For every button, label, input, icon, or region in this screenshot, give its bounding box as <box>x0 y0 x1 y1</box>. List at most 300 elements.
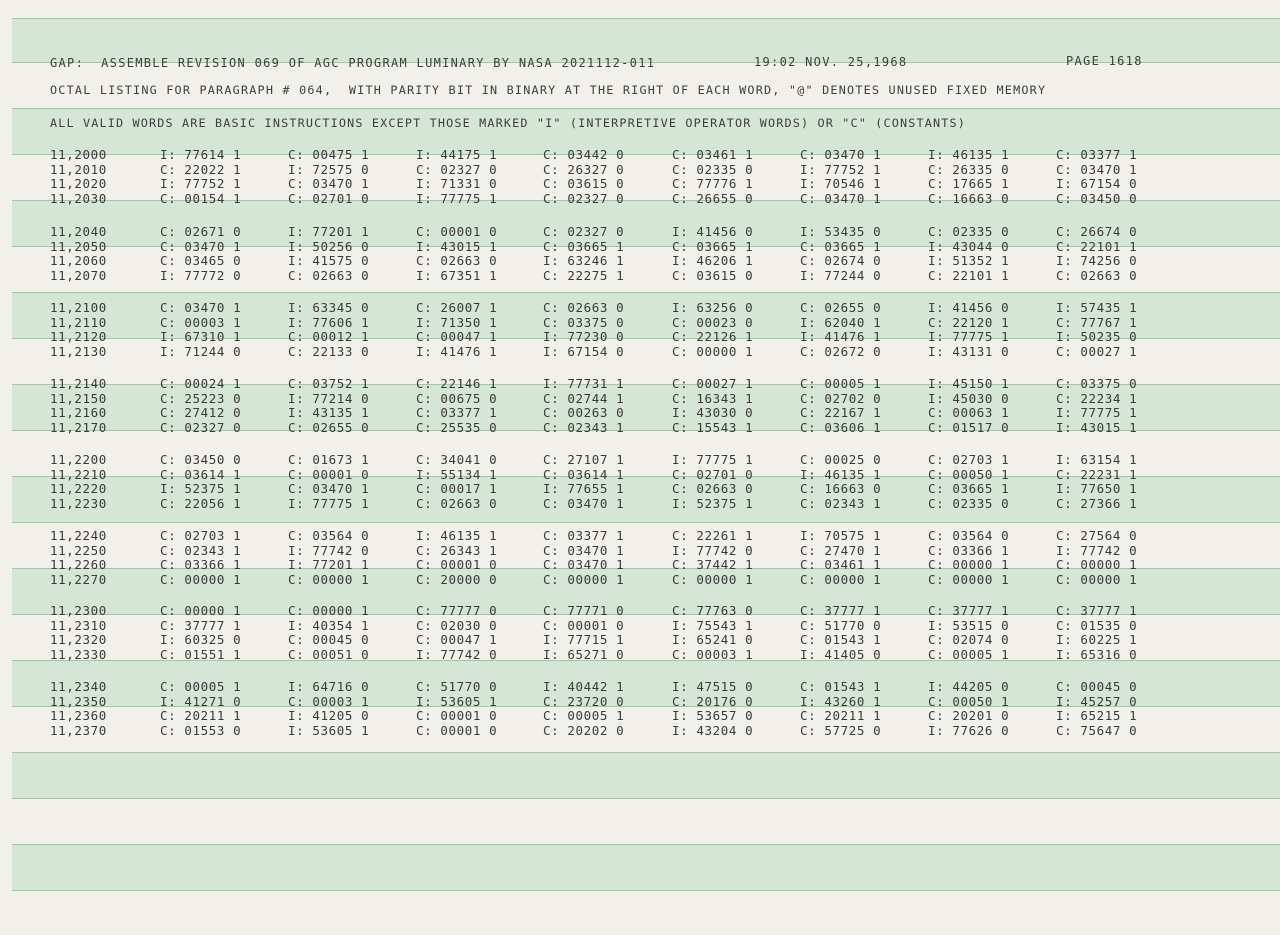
memory-word: I: 77742 0 <box>1056 542 1138 558</box>
memory-word: C: 00005 1 <box>543 708 625 724</box>
listing-row <box>0 723 1280 738</box>
memory-word: C: 01543 1 <box>800 632 882 648</box>
memory-word: C: 22101 1 <box>928 267 1010 283</box>
memory-word: C: 00000 1 <box>1056 557 1138 573</box>
memory-word: I: 77201 1 <box>288 224 370 239</box>
memory-word: I: 46206 1 <box>672 253 754 269</box>
listing-row <box>0 268 1280 283</box>
memory-word: C: 02702 0 <box>800 390 882 406</box>
memory-word: I: 41476 1 <box>416 343 498 359</box>
memory-word: I: 65241 0 <box>672 632 754 648</box>
memory-word: C: 00051 0 <box>288 646 370 662</box>
memory-word: C: 37777 1 <box>800 603 882 618</box>
row-address: 11,2060 <box>50 253 107 269</box>
greenbar-band <box>12 844 1280 890</box>
memory-word: C: 37777 1 <box>1056 603 1138 618</box>
memory-word: C: 03615 0 <box>672 267 754 283</box>
memory-word: C: 03366 1 <box>160 557 242 573</box>
memory-word: C: 77777 0 <box>416 603 498 618</box>
memory-word: I: 52375 1 <box>672 495 754 511</box>
memory-word: C: 27366 1 <box>1056 495 1138 511</box>
memory-word: I: 43204 0 <box>672 722 754 738</box>
rule-line <box>12 292 1280 293</box>
listing-row <box>0 679 1280 694</box>
memory-word: C: 03377 1 <box>1056 147 1138 162</box>
memory-word: C: 37777 1 <box>160 617 242 633</box>
row-address: 11,2050 <box>50 238 107 254</box>
memory-word: C: 03470 1 <box>288 176 370 192</box>
listing-row <box>0 603 1280 618</box>
memory-word: C: 26343 1 <box>416 542 498 558</box>
memory-word: I: 45150 1 <box>928 376 1010 391</box>
memory-word: I: 50256 0 <box>288 238 370 254</box>
memory-word: C: 00001 0 <box>288 466 370 482</box>
memory-word: I: 64716 0 <box>288 679 370 694</box>
memory-word: C: 23720 0 <box>543 693 625 709</box>
memory-word: C: 00063 1 <box>928 405 1010 421</box>
memory-word: C: 22056 1 <box>160 495 242 511</box>
memory-word: I: 43030 0 <box>672 405 754 421</box>
memory-word: I: 41456 0 <box>928 300 1010 315</box>
listing-row <box>0 405 1280 420</box>
memory-word: C: 01535 0 <box>1056 617 1138 633</box>
listing-row <box>0 147 1280 162</box>
memory-word: I: 77201 1 <box>288 557 370 573</box>
memory-word: C: 02327 0 <box>543 190 625 206</box>
listing-row <box>0 467 1280 482</box>
memory-word: C: 00050 1 <box>928 466 1010 482</box>
header-listing-description: OCTAL LISTING FOR PARAGRAPH # 064, WITH PARITY BIT IN BINARY AT THE RIGHT OF EACH WORD, "@" DENOTES UNUSED FIXED MEMORY <box>50 83 1047 97</box>
memory-word: C: 00675 0 <box>416 390 498 406</box>
memory-word: C: 22231 1 <box>1056 466 1138 482</box>
memory-word: I: 67351 1 <box>416 267 498 283</box>
header-page-number: PAGE 1618 <box>1066 54 1143 68</box>
memory-word: I: 77626 0 <box>928 722 1010 738</box>
memory-word: C: 00005 1 <box>160 679 242 694</box>
memory-word: C: 00003 1 <box>288 693 370 709</box>
rule-line <box>12 108 1280 109</box>
memory-word: C: 20211 1 <box>160 708 242 724</box>
memory-word: C: 00001 0 <box>543 617 625 633</box>
memory-word: I: 77775 1 <box>672 452 754 467</box>
memory-word: C: 00003 1 <box>672 646 754 662</box>
memory-word: C: 20211 1 <box>800 708 882 724</box>
memory-word: I: 63154 1 <box>1056 452 1138 467</box>
memory-word: C: 03564 0 <box>288 528 370 543</box>
memory-word: I: 77715 1 <box>543 632 625 648</box>
memory-word: C: 02744 1 <box>543 390 625 406</box>
memory-word: C: 25535 0 <box>416 419 498 435</box>
memory-word: I: 60325 0 <box>160 632 242 648</box>
memory-word: C: 00475 1 <box>288 147 370 162</box>
memory-word: C: 02663 0 <box>1056 267 1138 283</box>
memory-word: I: 71331 0 <box>416 176 498 192</box>
row-address: 11,2020 <box>50 176 107 192</box>
memory-word: C: 01543 1 <box>800 679 882 694</box>
memory-word: I: 41405 0 <box>800 646 882 662</box>
memory-word: C: 00000 1 <box>672 343 754 359</box>
memory-word: I: 77650 1 <box>1056 481 1138 497</box>
memory-word: C: 34041 0 <box>416 452 498 467</box>
memory-word: C: 01553 0 <box>160 722 242 738</box>
memory-word: C: 03564 0 <box>928 528 1010 543</box>
memory-word: C: 20202 0 <box>543 722 625 738</box>
memory-word: C: 02335 0 <box>928 495 1010 511</box>
memory-word: C: 03470 1 <box>543 557 625 573</box>
memory-word: I: 41575 0 <box>288 253 370 269</box>
listing-row <box>0 224 1280 239</box>
memory-word: C: 22261 1 <box>672 528 754 543</box>
memory-word: I: 50235 0 <box>1056 329 1138 345</box>
memory-word: I: 43015 1 <box>416 238 498 254</box>
memory-word: C: 25223 0 <box>160 390 242 406</box>
memory-word: C: 02663 0 <box>288 267 370 283</box>
memory-word: C: 01551 1 <box>160 646 242 662</box>
memory-word: I: 46135 1 <box>800 466 882 482</box>
memory-word: C: 03470 1 <box>160 300 242 315</box>
memory-word: I: 67154 0 <box>1056 176 1138 192</box>
memory-word: C: 22167 1 <box>800 405 882 421</box>
memory-word: C: 16663 0 <box>928 190 1010 206</box>
listing-row <box>0 557 1280 572</box>
memory-word: I: 44205 0 <box>928 679 1010 694</box>
memory-word: I: 77772 0 <box>160 267 242 283</box>
memory-word: I: 46135 1 <box>416 528 498 543</box>
memory-word: I: 63246 1 <box>543 253 625 269</box>
row-address: 11,2170 <box>50 419 107 435</box>
memory-word: C: 03470 1 <box>800 190 882 206</box>
memory-word: C: 16343 1 <box>672 390 754 406</box>
listing-row <box>0 708 1280 723</box>
memory-word: C: 00045 0 <box>1056 679 1138 694</box>
memory-word: C: 27107 1 <box>543 452 625 467</box>
memory-word: I: 43015 1 <box>1056 419 1138 435</box>
memory-word: C: 00005 1 <box>800 376 882 391</box>
memory-word: C: 26674 0 <box>1056 224 1138 239</box>
memory-word: C: 00000 1 <box>160 603 242 618</box>
memory-word: C: 00000 1 <box>928 571 1010 587</box>
memory-word: C: 03375 0 <box>1056 376 1138 391</box>
memory-word: C: 03665 1 <box>928 481 1010 497</box>
rule-line <box>12 798 1280 799</box>
listing-row <box>0 618 1280 633</box>
memory-word: C: 02030 0 <box>416 617 498 633</box>
listing-row <box>0 329 1280 344</box>
memory-word: C: 02672 0 <box>800 343 882 359</box>
listing-row <box>0 300 1280 315</box>
row-address: 11,2240 <box>50 528 107 543</box>
row-address: 11,2140 <box>50 376 107 391</box>
memory-word: I: 40442 1 <box>543 679 625 694</box>
memory-word: C: 02671 0 <box>160 224 242 239</box>
memory-word: C: 00001 0 <box>416 557 498 573</box>
memory-word: C: 02655 0 <box>288 419 370 435</box>
listing-row <box>0 239 1280 254</box>
memory-word: I: 63256 0 <box>672 300 754 315</box>
row-address: 11,2010 <box>50 161 107 177</box>
row-address: 11,2220 <box>50 481 107 497</box>
memory-word: I: 77742 0 <box>672 542 754 558</box>
memory-word: I: 77775 1 <box>288 495 370 511</box>
memory-word: C: 22022 1 <box>160 161 242 177</box>
row-address: 11,2320 <box>50 632 107 648</box>
memory-word: I: 77752 1 <box>800 161 882 177</box>
memory-word: I: 77655 1 <box>543 481 625 497</box>
row-address: 11,2340 <box>50 679 107 694</box>
memory-word: C: 26007 1 <box>416 300 498 315</box>
memory-word: I: 45030 0 <box>928 390 1010 406</box>
memory-word: I: 46135 1 <box>928 147 1010 162</box>
memory-word: I: 77731 1 <box>543 376 625 391</box>
memory-word: C: 22126 1 <box>672 329 754 345</box>
row-address: 11,2100 <box>50 300 107 315</box>
memory-word: C: 02701 0 <box>288 190 370 206</box>
memory-word: I: 77614 1 <box>160 147 242 162</box>
memory-word: C: 03470 1 <box>160 238 242 254</box>
memory-word: I: 65215 1 <box>1056 708 1138 724</box>
memory-word: C: 22101 1 <box>1056 238 1138 254</box>
memory-word: C: 77771 0 <box>543 603 625 618</box>
memory-word: I: 71350 1 <box>416 314 498 330</box>
memory-word: C: 03614 1 <box>160 466 242 482</box>
memory-word: C: 03461 1 <box>800 557 882 573</box>
header-title: GAP: ASSEMBLE REVISION 069 OF AGC PROGRAM LUMINARY BY NASA 2021112-011 <box>50 56 656 70</box>
memory-word: I: 53515 0 <box>928 617 1010 633</box>
memory-word: C: 00005 1 <box>928 646 1010 662</box>
memory-word: C: 77776 1 <box>672 176 754 192</box>
memory-word: I: 43135 1 <box>288 405 370 421</box>
memory-word: I: 77775 1 <box>928 329 1010 345</box>
memory-word: C: 00003 1 <box>160 314 242 330</box>
row-address: 11,2130 <box>50 343 107 359</box>
memory-word: C: 17665 1 <box>928 176 1010 192</box>
row-address: 11,2230 <box>50 495 107 511</box>
memory-word: C: 02327 0 <box>416 161 498 177</box>
memory-word: I: 41476 1 <box>800 329 882 345</box>
memory-word: C: 02327 0 <box>160 419 242 435</box>
memory-word: I: 77752 1 <box>160 176 242 192</box>
memory-word: I: 53605 1 <box>288 722 370 738</box>
memory-word: C: 01673 1 <box>288 452 370 467</box>
memory-word: C: 37777 1 <box>928 603 1010 618</box>
memory-word: C: 00024 1 <box>160 376 242 391</box>
listing-row <box>0 376 1280 391</box>
memory-word: C: 02703 1 <box>160 528 242 543</box>
memory-word: C: 03606 1 <box>800 419 882 435</box>
memory-word: C: 01517 0 <box>928 419 1010 435</box>
listing-row <box>0 481 1280 496</box>
listing-row <box>0 632 1280 647</box>
memory-word: C: 15543 1 <box>672 419 754 435</box>
memory-word: C: 75647 0 <box>1056 722 1138 738</box>
memory-word: I: 77230 0 <box>543 329 625 345</box>
memory-word: C: 26327 0 <box>543 161 625 177</box>
memory-word: C: 02335 0 <box>928 224 1010 239</box>
memory-word: C: 03366 1 <box>928 542 1010 558</box>
memory-word: I: 43044 0 <box>928 238 1010 254</box>
memory-word: C: 22133 0 <box>288 343 370 359</box>
memory-word: C: 02343 1 <box>160 542 242 558</box>
memory-word: I: 40354 1 <box>288 617 370 633</box>
memory-word: I: 71244 0 <box>160 343 242 359</box>
listing-row <box>0 694 1280 709</box>
header-timestamp: 19:02 NOV. 25,1968 <box>754 55 908 69</box>
memory-word: I: 53657 0 <box>672 708 754 724</box>
listing-row <box>0 452 1280 467</box>
memory-word: C: 00012 1 <box>288 329 370 345</box>
memory-word: C: 22120 1 <box>928 314 1010 330</box>
memory-word: C: 03752 1 <box>288 376 370 391</box>
memory-word: C: 03470 1 <box>288 481 370 497</box>
memory-word: C: 16663 0 <box>800 481 882 497</box>
memory-word: C: 00000 1 <box>672 571 754 587</box>
memory-word: C: 27470 1 <box>800 542 882 558</box>
row-address: 11,2370 <box>50 722 107 738</box>
memory-word: I: 67310 1 <box>160 329 242 345</box>
listing-row <box>0 572 1280 587</box>
rule-line <box>12 752 1280 753</box>
memory-word: I: 77775 1 <box>1056 405 1138 421</box>
memory-word: C: 03470 1 <box>1056 161 1138 177</box>
memory-word: I: 63345 0 <box>288 300 370 315</box>
memory-word: C: 02663 0 <box>416 253 498 269</box>
memory-word: C: 00000 1 <box>160 571 242 587</box>
row-address: 11,2300 <box>50 603 107 618</box>
listing-row <box>0 176 1280 191</box>
memory-word: C: 02663 0 <box>672 481 754 497</box>
memory-word: I: 47515 0 <box>672 679 754 694</box>
memory-word: I: 77244 0 <box>800 267 882 283</box>
memory-word: C: 02701 0 <box>672 466 754 482</box>
memory-word: C: 02663 0 <box>543 300 625 315</box>
memory-word: C: 00000 1 <box>1056 571 1138 587</box>
rule-line <box>12 890 1280 891</box>
memory-word: C: 03465 0 <box>160 253 242 269</box>
listing-row <box>0 162 1280 177</box>
header-word-legend: ALL VALID WORDS ARE BASIC INSTRUCTIONS EXCEPT THOSE MARKED "I" (INTERPRETIVE OPERATOR WORDS) OR "C" (CONSTANTS) <box>50 116 967 130</box>
memory-word: I: 41271 0 <box>160 693 242 709</box>
memory-word: I: 43260 1 <box>800 693 882 709</box>
memory-word: C: 20176 0 <box>672 693 754 709</box>
memory-word: C: 03665 1 <box>672 238 754 254</box>
listing-row <box>0 191 1280 206</box>
row-address: 11,2120 <box>50 329 107 345</box>
memory-word: C: 03470 1 <box>543 495 625 511</box>
memory-word: I: 62040 1 <box>800 314 882 330</box>
memory-word: C: 00000 1 <box>288 603 370 618</box>
row-address: 11,2260 <box>50 557 107 573</box>
memory-word: C: 00154 1 <box>160 190 242 206</box>
memory-word: I: 72575 0 <box>288 161 370 177</box>
row-address: 11,2040 <box>50 224 107 239</box>
row-address: 11,2160 <box>50 405 107 421</box>
memory-word: C: 02327 0 <box>543 224 625 239</box>
memory-word: I: 45257 0 <box>1056 693 1138 709</box>
memory-word: C: 03614 1 <box>543 466 625 482</box>
memory-word: I: 77214 0 <box>288 390 370 406</box>
memory-word: C: 00025 0 <box>800 452 882 467</box>
memory-word: C: 03442 0 <box>543 147 625 162</box>
memory-word: C: 37442 1 <box>672 557 754 573</box>
memory-word: C: 20201 0 <box>928 708 1010 724</box>
rule-line <box>12 522 1280 523</box>
memory-word: I: 60225 1 <box>1056 632 1138 648</box>
row-address: 11,2250 <box>50 542 107 558</box>
memory-word: C: 00047 1 <box>416 632 498 648</box>
memory-word: C: 51770 0 <box>800 617 882 633</box>
memory-word: C: 00027 1 <box>672 376 754 391</box>
memory-word: C: 02074 0 <box>928 632 1010 648</box>
memory-word: C: 03615 0 <box>543 176 625 192</box>
memory-word: I: 70575 1 <box>800 528 882 543</box>
memory-word: C: 03450 0 <box>1056 190 1138 206</box>
memory-word: C: 02335 0 <box>672 161 754 177</box>
row-address: 11,2070 <box>50 267 107 283</box>
row-address: 11,2030 <box>50 190 107 206</box>
row-address: 11,2330 <box>50 646 107 662</box>
memory-word: C: 03377 1 <box>543 528 625 543</box>
memory-word: C: 00001 0 <box>416 708 498 724</box>
memory-word: I: 65316 0 <box>1056 646 1138 662</box>
memory-word: C: 27412 0 <box>160 405 242 421</box>
memory-word: I: 67154 0 <box>543 343 625 359</box>
memory-word: C: 51770 0 <box>416 679 498 694</box>
memory-word: C: 03377 1 <box>416 405 498 421</box>
listing-row <box>0 647 1280 662</box>
memory-word: I: 53605 1 <box>416 693 498 709</box>
memory-word: C: 00045 0 <box>288 632 370 648</box>
memory-word: C: 00050 1 <box>928 693 1010 709</box>
row-address: 11,2150 <box>50 390 107 406</box>
memory-word: C: 00017 1 <box>416 481 498 497</box>
listing-row <box>0 543 1280 558</box>
row-address: 11,2310 <box>50 617 107 633</box>
memory-word: C: 03461 1 <box>672 147 754 162</box>
memory-word: I: 55134 1 <box>416 466 498 482</box>
rule-line <box>12 844 1280 845</box>
listing-row <box>0 315 1280 330</box>
memory-word: C: 22146 1 <box>416 376 498 391</box>
memory-word: I: 65271 0 <box>543 646 625 662</box>
row-address: 11,2110 <box>50 314 107 330</box>
memory-word: C: 26335 0 <box>928 161 1010 177</box>
memory-word: I: 43131 0 <box>928 343 1010 359</box>
memory-word: I: 77742 0 <box>416 646 498 662</box>
rule-line <box>12 18 1280 19</box>
memory-word: I: 70546 1 <box>800 176 882 192</box>
memory-word: C: 02343 1 <box>543 419 625 435</box>
memory-word: C: 02703 1 <box>928 452 1010 467</box>
row-address: 11,2360 <box>50 708 107 724</box>
row-address: 11,2210 <box>50 466 107 482</box>
greenbar-band <box>12 752 1280 798</box>
memory-word: C: 27564 0 <box>1056 528 1138 543</box>
row-address: 11,2000 <box>50 147 107 162</box>
memory-word: C: 57725 0 <box>800 722 882 738</box>
memory-word: C: 03470 1 <box>543 542 625 558</box>
memory-word: C: 02655 0 <box>800 300 882 315</box>
memory-word: C: 22234 1 <box>1056 390 1138 406</box>
listing-row <box>0 253 1280 268</box>
row-address: 11,2350 <box>50 693 107 709</box>
memory-word: I: 51352 1 <box>928 253 1010 269</box>
memory-word: C: 00047 1 <box>416 329 498 345</box>
row-address: 11,2270 <box>50 571 107 587</box>
listing-row <box>0 391 1280 406</box>
row-address: 11,2200 <box>50 452 107 467</box>
memory-word: C: 03470 1 <box>800 147 882 162</box>
memory-word: I: 74256 0 <box>1056 253 1138 269</box>
